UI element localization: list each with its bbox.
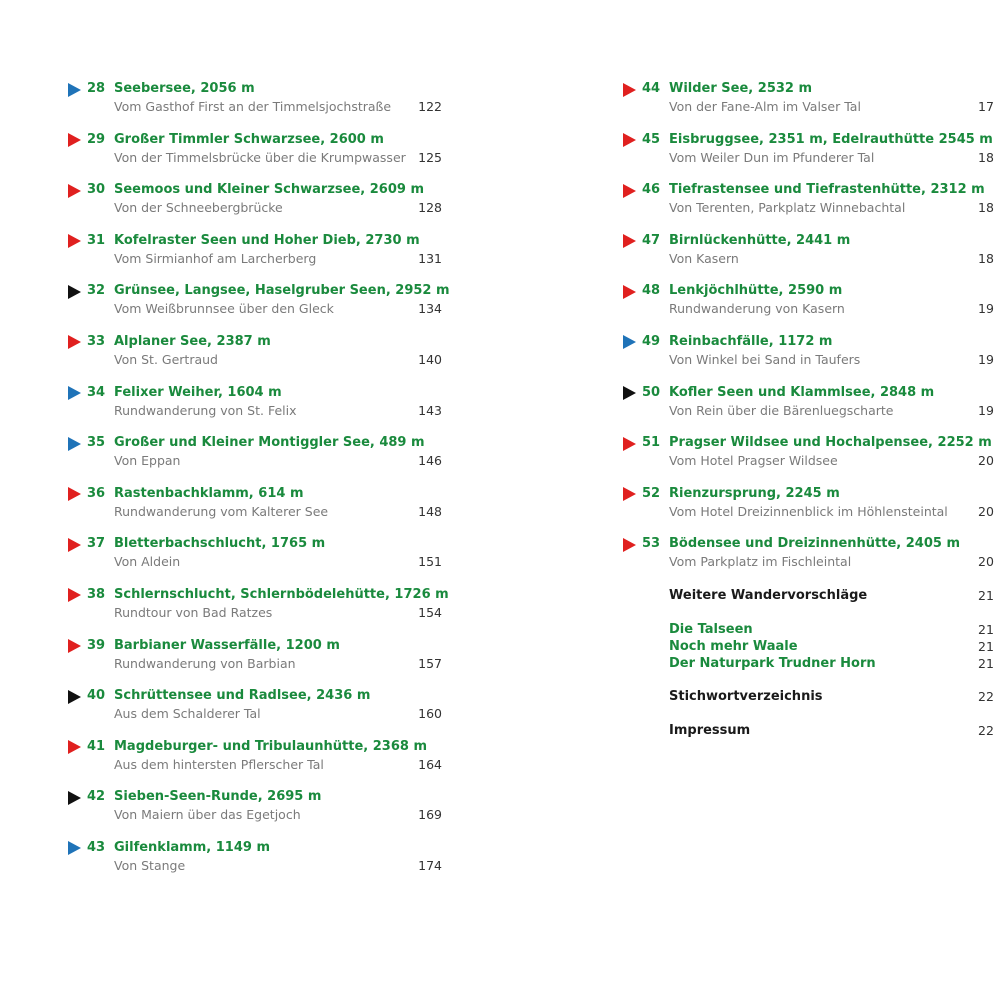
entry-page-number: 134 [418,301,442,317]
entry-number: 47 [642,232,661,248]
entry-page-number: 174 [418,857,442,873]
entry-title[interactable]: Grünsee, Langsee, Haselgruber Seen, 2952 m [114,283,450,299]
entry-title[interactable]: Felixer Weiher, 1604 m [114,384,282,400]
triangle-marker-icon [623,83,636,97]
entry-title[interactable]: Schrüttensee und Radlsee, 2436 m [114,688,371,704]
entry-subtitle: Von Aldein [114,554,181,570]
entry-page-number: 160 [418,706,442,722]
toc-entry[interactable] [68,232,448,283]
entry-subtitle: Von Winkel bei Sand in Taufers [669,351,861,367]
triangle-marker-icon [68,234,81,248]
entry-subtitle: Vom Weißbrunnsee über den Gleck [114,301,334,317]
triangle-marker-icon [68,588,81,602]
entry-number: 46 [642,182,661,198]
entry-subtitle: Von Stange [114,857,186,873]
entry-subtitle: Rundtour von Bad Ratzes [114,604,273,620]
entry-title[interactable]: Alplaner See, 2387 m [114,333,271,349]
entry-subtitle: Vom Hotel Pragser Wildsee [669,453,838,469]
entry-title[interactable]: Kofelraster Seen und Hoher Dieb, 2730 m [114,232,420,248]
stichwortverzeichnis-page: 22 [978,689,994,704]
entry-number: 39 [87,637,106,653]
entry-subtitle: Rundwanderung von Kasern [669,301,845,317]
triangle-marker-icon [623,285,636,299]
toc-entry[interactable] [68,738,448,789]
entry-title[interactable]: Bletterbachschlucht, 1765 m [114,536,326,552]
toc-entry[interactable] [68,586,448,637]
entry-number: 52 [642,485,661,501]
entry-page-number: 157 [418,655,442,671]
entry-title[interactable]: Gilfenklamm, 1149 m [114,839,270,855]
naturpark-trudner-horn-page: 21 [978,656,994,671]
entry-number: 28 [87,81,106,96]
entry-subtitle: Vom Gasthof First an der Timmelsjochstraße [114,99,392,114]
entry-subtitle: Rundwanderung vom Kalterer See [114,503,329,519]
entry-number: 44 [642,81,661,96]
entry-page-number: 19 [978,402,994,418]
toc-entry[interactable] [623,384,994,435]
triangle-marker-icon [623,437,636,451]
entry-subtitle: Vom Parkplatz im Fischleintal [669,554,852,570]
triangle-marker-icon [68,437,81,451]
entry-subtitle: Von der Schneebergbrücke [114,200,283,216]
entry-number: 42 [87,789,106,805]
entry-title[interactable]: Großer und Kleiner Montiggler See, 489 m [114,435,425,451]
entry-page-number: 164 [418,756,442,772]
toc-entry[interactable] [623,535,994,586]
toc-entry[interactable] [68,384,448,435]
triangle-marker-icon [623,184,636,198]
toc-entry[interactable] [68,434,448,485]
toc-entry[interactable] [623,333,994,384]
toc-entry[interactable] [623,181,994,232]
entry-page-number: 131 [418,250,442,266]
entry-subtitle: Von Kasern [669,250,739,266]
entry-page-number: 20 [978,554,994,570]
entry-page-number: 140 [418,351,442,367]
toc-entry[interactable] [68,131,448,182]
entry-number: 51 [642,435,661,451]
toc-right-list [623,80,994,586]
weitere-wandervorschlaege-page: 21 [978,588,994,603]
entry-number: 40 [87,688,106,704]
entry-number: 35 [87,435,106,451]
triangle-marker-icon [623,386,636,400]
entry-subtitle: Von Terenten, Parkplatz Winnebachtal [669,200,906,216]
triangle-marker-icon [623,133,636,147]
entry-number: 50 [642,384,661,400]
entry-subtitle: Von Eppan [114,453,181,469]
triangle-marker-icon [623,234,636,248]
entry-title[interactable]: Schlernschlucht, Schlernbödelehütte, 1726 m [114,586,449,602]
toc-entry[interactable] [68,637,448,688]
die-talseen-page: 21 [978,622,994,637]
entry-number: 31 [87,232,106,248]
entry-number: 37 [87,536,106,552]
entry-page-number: 125 [418,149,442,165]
triangle-marker-icon [68,335,81,349]
entry-title[interactable]: Sieben-Seen-Runde, 2695 m [114,789,322,805]
entry-subtitle: Aus dem Schalderer Tal [114,706,261,722]
entry-number: 34 [87,384,106,400]
weitere-wandervorschlaege-title[interactable]: Weitere Wandervorschläge [669,588,868,603]
noch-mehr-waale-title[interactable]: Noch mehr Waale [669,639,798,654]
toc-right-column [623,80,994,760]
triangle-marker-icon [623,335,636,349]
entry-subtitle: Rundwanderung von St. Felix [114,402,297,418]
entry-title[interactable]: Reinbachfälle, 1172 m [669,333,833,349]
toc-entry[interactable] [68,839,448,890]
toc-left-list [68,80,448,890]
entry-number: 38 [87,586,106,602]
entry-number: 41 [87,738,106,754]
triangle-marker-icon [68,184,81,198]
toc-entry[interactable] [68,80,448,131]
noch-mehr-waale-page: 21 [978,639,994,654]
entry-page-number: 122 [418,99,442,114]
entry-page-number: 169 [418,807,442,823]
entry-subtitle: Von Maiern über das Egetjoch [114,807,301,823]
entry-title[interactable]: Tiefrastensee und Tiefrastenhütte, 2312 m [669,182,985,198]
entry-subtitle: Rundwanderung von Barbian [114,655,296,671]
entry-subtitle: Aus dem hintersten Pflerscher Tal [114,756,324,772]
entry-page-number: 148 [418,503,442,519]
entry-title[interactable]: Magdeburger- und Tribulaunhütte, 2368 m [114,738,427,754]
entry-number: 45 [642,131,661,147]
toc-entry[interactable] [68,788,448,839]
triangle-marker-icon [68,639,81,653]
entry-title[interactable]: Birnlückenhütte, 2441 m [669,232,851,248]
entry-page-number: 18 [978,149,994,165]
entry-number: 43 [87,839,106,855]
toc-entry[interactable] [68,181,448,232]
entry-number: 33 [87,333,106,349]
entry-page-number: 18 [978,200,994,216]
impressum-page: 22 [978,723,994,738]
entry-subtitle: Von St. Gertraud [114,351,218,367]
entry-page-number: 19 [978,351,994,367]
entry-subtitle: Von der Timmelsbrücke über die Krumpwasser [114,149,406,165]
entry-number: 53 [642,536,661,552]
toc-entry[interactable] [68,333,448,384]
triangle-marker-icon [68,386,81,400]
entry-title[interactable]: Rienzursprung, 2245 m [669,485,840,501]
entry-title[interactable]: Rastenbachklamm, 614 m [114,485,304,501]
triangle-marker-icon [68,133,81,147]
toc-entry[interactable] [623,80,994,131]
entry-number: 49 [642,333,661,349]
triangle-marker-icon [68,538,81,552]
triangle-marker-icon [68,690,81,704]
die-talseen-title[interactable]: Die Talseen [669,622,753,637]
entry-subtitle: Von Rein über die Bärenluegscharte [669,402,894,418]
entry-subtitle: Vom Weiler Dun im Pfunderer Tal [669,149,875,165]
entry-page-number: 17 [978,99,994,114]
triangle-marker-icon [68,791,81,805]
triangle-marker-icon [68,83,81,97]
triangle-marker-icon [623,487,636,501]
toc-entry[interactable] [623,282,994,333]
entry-page-number: 20 [978,453,994,469]
entry-title[interactable]: Großer Timmler Schwarzsee, 2600 m [114,131,384,147]
toc-entry[interactable] [623,434,994,485]
entry-number: 36 [87,485,106,501]
triangle-marker-icon [68,841,81,855]
entry-subtitle: Vom Sirmianhof am Larcherberg [114,250,317,266]
entry-number: 29 [87,131,106,147]
toc-left-column [68,80,448,890]
toc-entry[interactable] [623,485,994,536]
triangle-marker-icon [68,487,81,501]
entry-title[interactable]: Lenkjöchlhütte, 2590 m [669,283,843,299]
entry-page-number: 143 [418,402,442,418]
entry-page-number: 20 [978,503,994,519]
entry-title[interactable]: Eisbruggsee, 2351 m, Edelrauthütte 2545 m [669,131,993,147]
entry-subtitle: Von der Fane-Alm im Valser Tal [669,99,861,114]
impressum-title[interactable]: Impressum [669,723,751,738]
triangle-marker-icon [623,538,636,552]
triangle-marker-icon [68,740,81,754]
entry-page-number: 146 [418,453,442,469]
entry-title[interactable]: Seemoos und Kleiner Schwarzsee, 2609 m [114,182,424,198]
entry-number: 30 [87,182,106,198]
toc-entry[interactable] [623,131,994,182]
toc-entry[interactable] [623,232,994,283]
entry-title[interactable]: Pragser Wildsee und Hochalpensee, 2252 m [669,435,992,451]
entry-title[interactable]: Wilder See, 2532 m [669,81,813,96]
entry-title[interactable]: Seebersee, 2056 m [114,81,255,96]
entry-page-number: 19 [978,301,994,317]
entry-title[interactable]: Bödensee und Dreizinnenhütte, 2405 m [669,536,961,552]
toc-entry[interactable] [68,535,448,586]
triangle-marker-icon [68,285,81,299]
entry-page-number: 128 [418,200,442,216]
entry-page-number: 151 [418,554,442,570]
entry-subtitle: Vom Hotel Dreizinnenblick im Höhlensteintal [669,503,948,519]
entry-number: 48 [642,283,661,299]
entry-page-number: 154 [418,604,442,620]
entry-title[interactable]: Kofler Seen und Klammlsee, 2848 m [669,384,935,400]
entry-title[interactable]: Barbianer Wasserfälle, 1200 m [114,637,340,653]
toc-entry[interactable] [68,282,448,333]
naturpark-trudner-horn-title[interactable]: Der Naturpark Trudner Horn [669,656,876,671]
toc-entry[interactable] [68,687,448,738]
toc-entry[interactable] [68,485,448,536]
entry-number: 32 [87,283,106,299]
entry-page-number: 18 [978,250,994,266]
stichwortverzeichnis-title[interactable]: Stichwortverzeichnis [669,689,823,704]
